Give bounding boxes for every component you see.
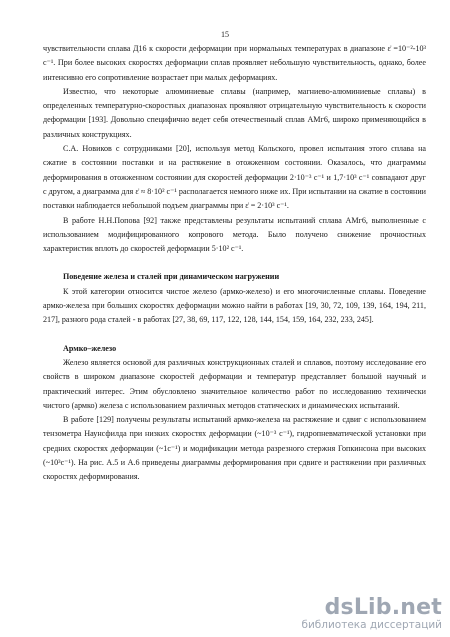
section-heading: Поведение железа и сталей при динамическом нагружении [63, 272, 280, 282]
blank-line [43, 328, 426, 342]
paragraph: С.А. Новиков с сотрудниками [20], используя метод Кольского, провел испытания этого сплава на сжатие в состоянии поставки и на растяжение в отожженном состоянии. Оказалось, что диаграммы деформирования в отожженном состоянии для скоростей деформации 2·10⁻³ с⁻¹ и 1,7·10³ с⁻¹ совпадают друг с другом, а диаграмма для ε̇ ≈ 8·10² с⁻¹ располагается немного ниже их. При испытании на сжатие в состоянии поставки наблюдается небольшой подъем диаграммы при ε̇ = 2·10³ с⁻¹. [43, 144, 426, 211]
watermark-subtitle: библиотека диссертаций [301, 619, 442, 631]
paragraph: Известно, что некоторые алюминиевые сплавы (например, магниево-алюминиевые сплавы) в определенных температурно-скоростных диапазонах проявляют отрицательную чувствительность к скорости деформации [193]. Довольно специфично ведет себя отечественный сплав АМг6, широко применяющийся в различных конструкциях. [43, 86, 426, 139]
paragraph: Железо является основой для различных конструкционных сталей и сплавов, поэтому исследование его свойств в широком диапазоне скоростей деформации и температур представляет большой научный и практический интерес. Этим обусловлено значительное количество работ по исследованию технически чистого (армко) железа с использованием различных методов статических и динамических испытаний. [43, 357, 426, 410]
watermark [301, 597, 442, 631]
section-heading: Армко–железо [63, 343, 117, 353]
paragraph: В работе [129] получены результаты испытаний армко-железа на растяжение и сдвиг с использованием тензометра Наунсфилда при низких скоростях деформации (~10⁻³ с⁻¹), гидропневматической установки при средних скоростях деформации (~1с⁻¹) и модификации метода разрезного стержня Гопкинсона при высоких (~10³с⁻¹). На рис. А.5 и А.6 приведены диаграммы деформирования при сдвиге и растяжении при различных скоростях деформирования. [43, 415, 426, 482]
paragraph: чувствительности сплава Д16 к скорости деформации при нормальных температурах в диапазоне ε̇ =10⁻²-10³ с⁻¹. При более высоких скоростях деформации сплав проявляет небольшую чувствительность, однако, более интенсивно его сопротивление возрастает при малых деформациях. [43, 44, 426, 82]
paragraph: К этой категории относится чистое железо (армко-железо) и его многочисленные сплавы. Поведение армко-железа при больших скоростях деформации можно найти в работах [19, 30, 72, 109, 139, 164, 194, 211, 217], разного рода сталей - в работах [27, 38, 69, 117, 122, 128, 144, 154, 159, 164, 232, 233, 245]. [43, 286, 426, 325]
blank-line [43, 256, 426, 270]
page-number: 15 [221, 30, 229, 39]
paragraph: В работе Н.Н.Попова [92] также представлены результаты испытаний сплава АМг6, выполненные с использованием модифицированного копрового метода. Было получено снижение прочностных характеристик вплоть до скоростей деформации 5·10² с⁻¹. [43, 215, 426, 254]
watermark-logo: dsLib.net [324, 595, 442, 620]
document-body [43, 42, 426, 485]
